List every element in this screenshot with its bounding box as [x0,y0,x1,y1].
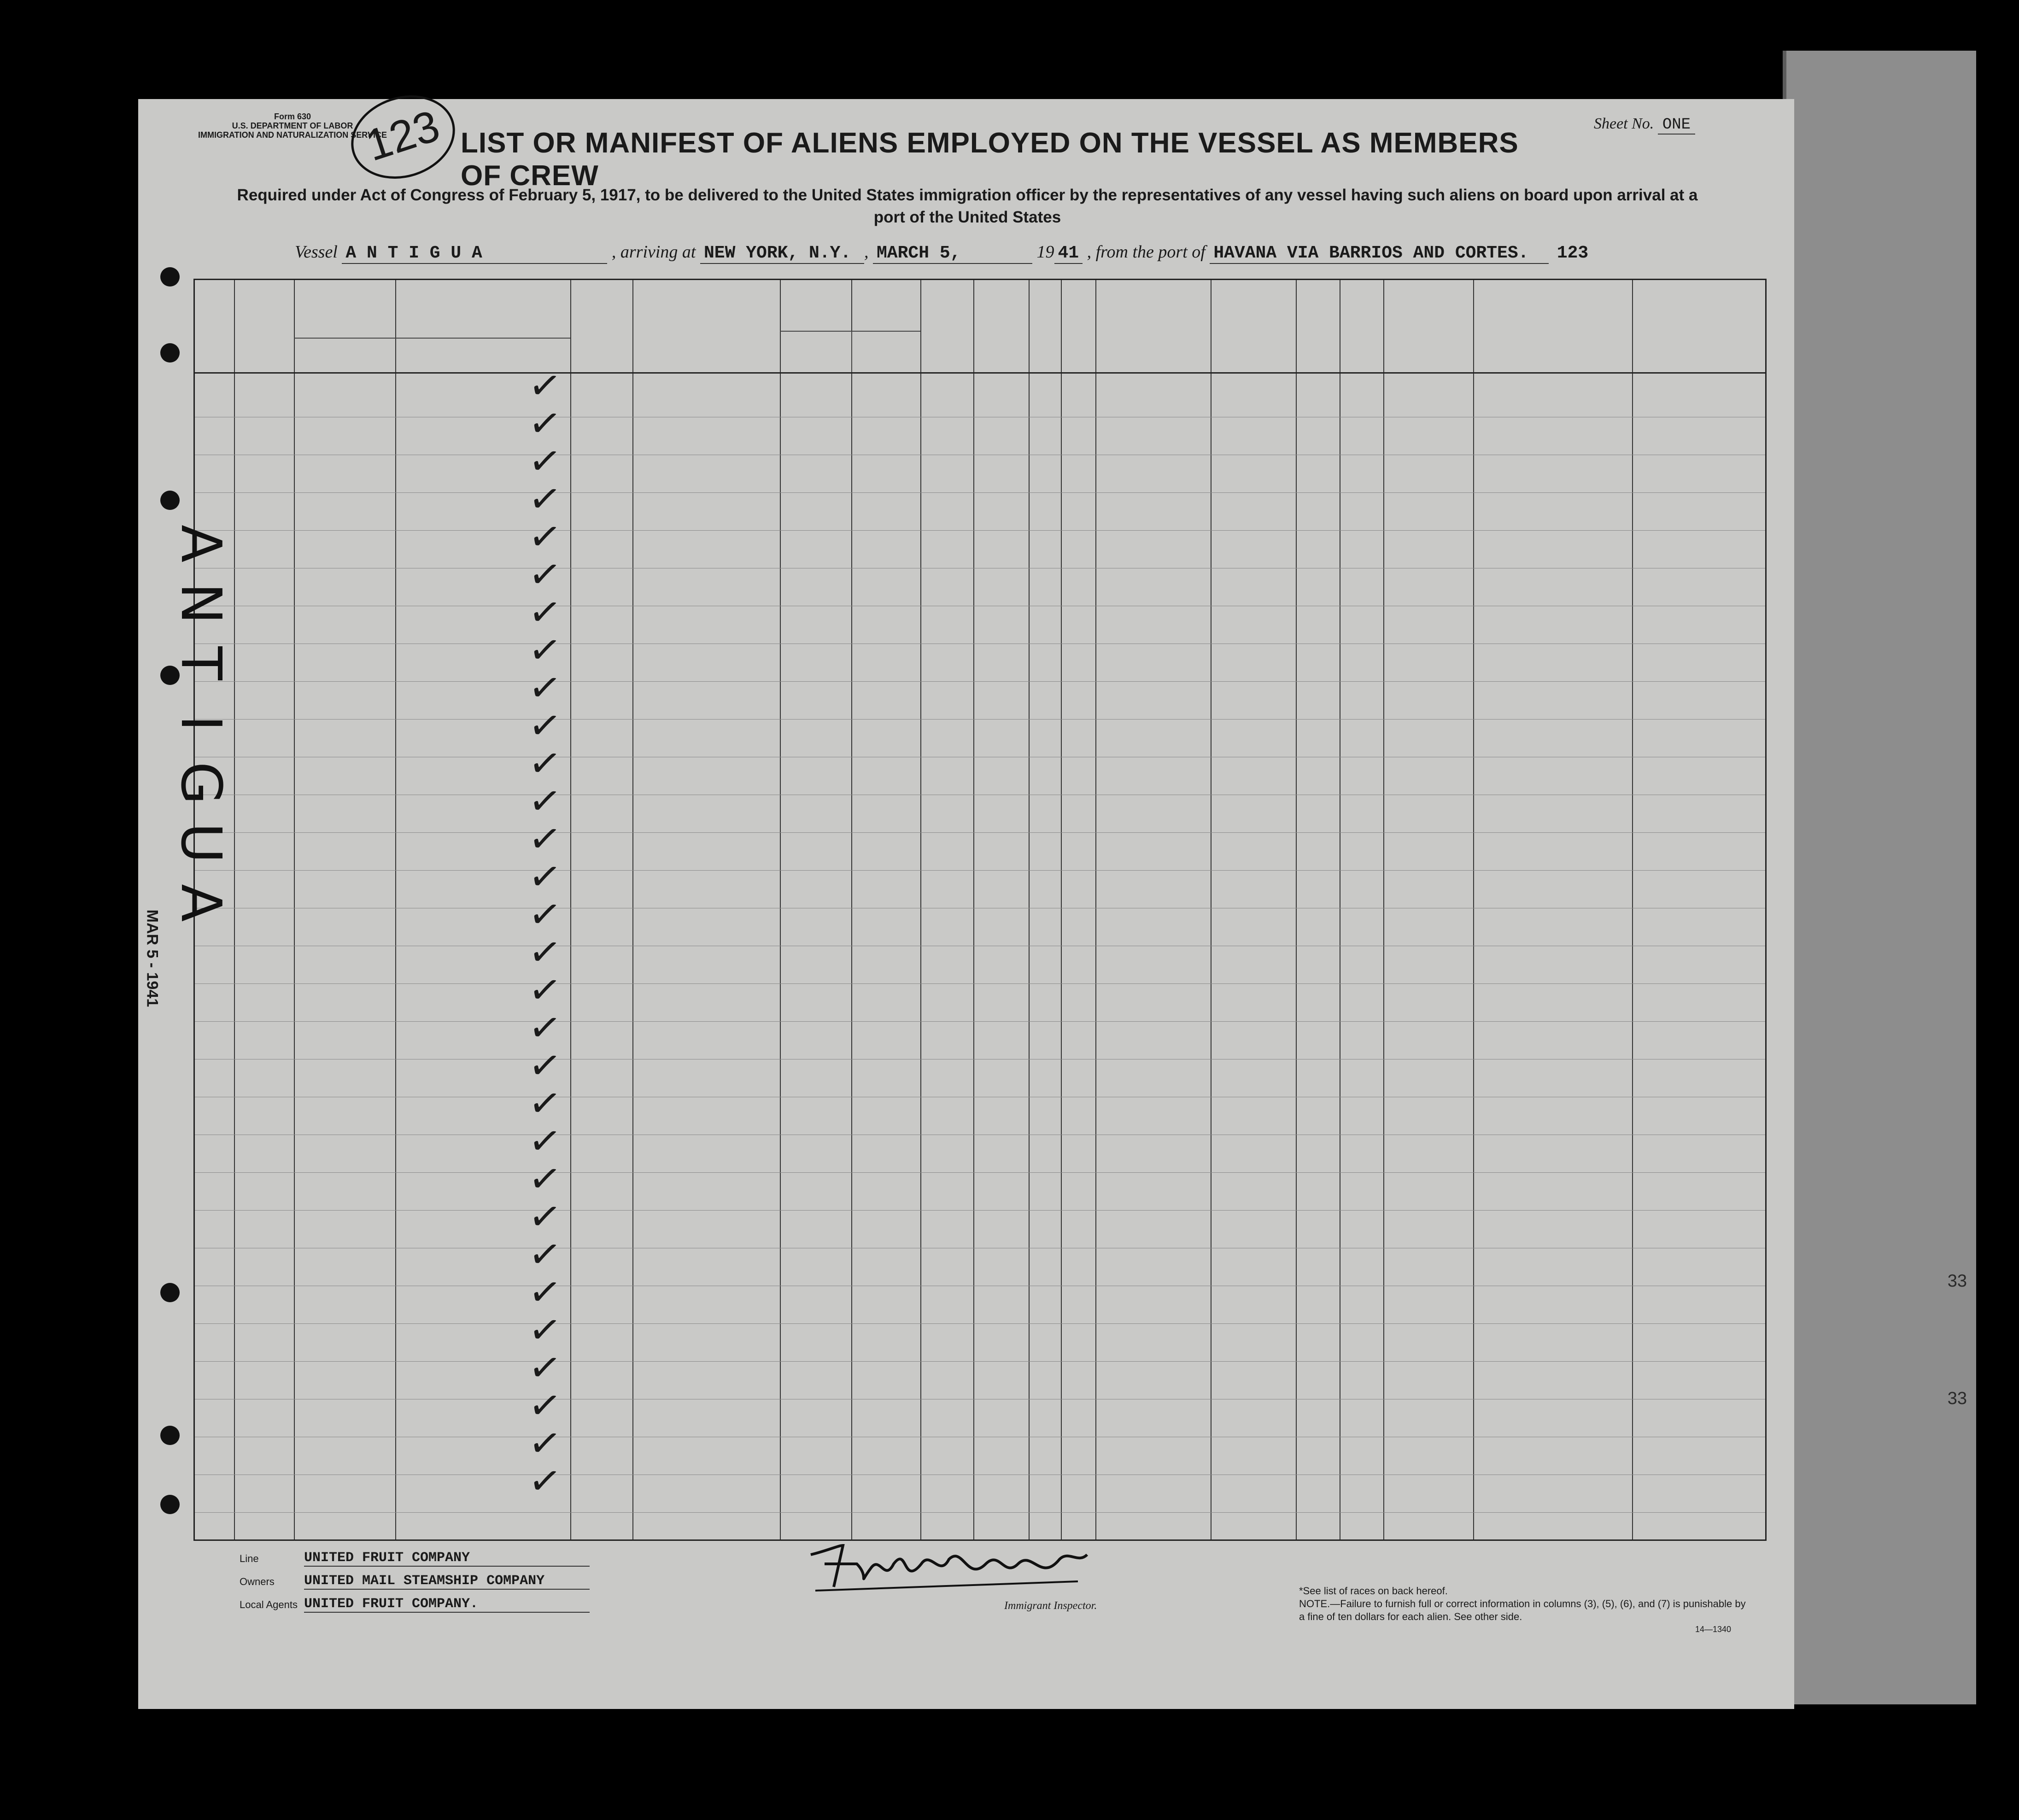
checkmark: ✓ [526,1381,564,1430]
handwritten-ship-name [134,514,253,947]
sheet-number [1594,115,1695,134]
column-rule [1029,280,1030,1539]
row-rule [195,1172,1765,1173]
checkmark: ✓ [526,474,564,524]
column-rule [395,280,396,1539]
column-rule [294,280,295,1539]
punch-hole [160,491,180,510]
row-rule [195,1512,1765,1513]
side-annotation [134,514,253,1007]
inspector-signature [802,1536,1096,1596]
column-rule [973,280,974,1539]
sheet-number-value: ONE [1658,116,1695,135]
vessel-name: A N T I G U A [342,243,607,264]
checkmark: ✓ [526,625,564,675]
column-rule [1296,280,1297,1539]
checkmark: ✓ [526,1154,564,1204]
column-rule [1061,280,1062,1539]
file-number-circle: 123 [340,82,466,192]
header-subrule-mid [851,331,852,372]
checkmark: ✓ [526,814,564,864]
ship-name-letter: A [169,884,233,922]
row-rule [195,719,1765,720]
line-label: Line [240,1553,259,1564]
footer-note: *See list of races on back hereof. NOTE.—Failure to furnish full or correct information in columns (3), (5), (6), and (7) is punishable by a fine of ten dollars for each alien. See other side. [1299,1585,1746,1622]
row-rule [195,983,1765,984]
checkmark: ✓ [526,587,564,637]
checkmark: ✓ [526,1418,564,1468]
checkmark: ✓ [526,398,564,448]
header-subrule [780,331,920,332]
from-label: , from the port of [1087,242,1206,262]
header-rule [195,372,1765,374]
row-rule [195,530,1765,531]
checkmark: ✓ [526,1078,564,1128]
checkmark: ✓ [526,663,564,713]
checkmark: ✓ [526,927,564,977]
column-rule [632,280,633,1539]
inspector-label: Immigrant Inspector. [1004,1600,1097,1612]
checkmark: ✓ [526,738,564,788]
departure-port: HAVANA VIA BARRIOS AND CORTES. [1210,243,1549,264]
row-rule [195,870,1765,871]
checkmark: ✓ [526,550,564,599]
checkmark: ✓ [526,776,564,826]
checkmark: ✓ [526,1456,564,1506]
ship-name-letter: G [169,761,233,805]
checkmark: ✓ [526,965,564,1015]
voyage-line: Vessel A N T I G U A , arriving at NEW YORK, N.Y. , MARCH 5, 19 41 , from the port of HAVANA VIA BARRIOS AND CORTES. 123 [295,242,1769,264]
header-subrule [294,338,570,339]
checkmark: ✓ [526,436,564,486]
column-rule [920,280,921,1539]
ship-name-letter: T [169,646,233,680]
checkmark: ✓ [526,1267,564,1317]
page-subtitle: Required under Act of Congress of February 5, 1917, to be delivered to the United States immigration officer by the representatives of any vessel having such aliens on board upon arrival at a port of the United States [237,186,1698,226]
row-rule [195,492,1765,493]
row-rule [195,832,1765,833]
column-rule [780,280,781,1539]
punch-hole [160,1283,180,1302]
ship-name-letter: U [169,823,233,863]
punch-hole [160,343,180,363]
checkmark: ✓ [526,1003,564,1053]
sheet-number-label: Sheet No. [1594,115,1654,132]
page-title: LIST OR MANIFEST OF ALIENS EMPLOYED ON THE VESSEL AS MEMBERS OF CREW [461,127,1519,192]
arrival-port: NEW YORK, N.Y. [700,243,864,264]
checkmark: ✓ [526,1305,564,1355]
line-value: UNITED FRUIT COMPANY [304,1550,590,1567]
checkmark: ✓ [526,1041,564,1090]
checkmark: ✓ [526,1343,564,1393]
column-rule [851,280,852,1539]
ship-name-letter: I [169,715,233,732]
agents-label: Local Agents [240,1599,298,1610]
form-number: 14—1340 [1695,1625,1732,1634]
row-rule [195,1361,1765,1362]
punch-hole [160,267,180,287]
ship-name-letter: A [169,524,233,563]
arrival-year: 41 [1054,243,1083,264]
checkmark: ✓ [526,1229,564,1279]
column-rule [1095,280,1096,1539]
checkmark: ✓ [526,512,564,562]
vessel-label: Vessel [295,242,338,262]
row-rule [195,1021,1765,1022]
row-rule [195,1323,1765,1324]
agents-value: UNITED FRUIT COMPANY. [304,1596,590,1613]
manifest-sheet [138,99,1794,1709]
underlying-sheet [1783,51,1976,1704]
year-prefix: 19 [1036,242,1054,262]
owners-label: Owners [240,1576,275,1587]
row-rule [195,681,1765,682]
back-sheet-number-b: 33 [1947,1389,1967,1408]
checkmark: ✓ [526,852,564,901]
date-stamp: MAR 5 - 1941 [143,909,161,1007]
margin-number: 123 [1557,243,1589,263]
column-rule [1383,280,1384,1539]
back-sheet-number-a: 33 [1947,1271,1967,1291]
owners-value: UNITED MAIL STEAMSHIP COMPANY [304,1573,590,1590]
checkmark: ✓ [526,361,564,410]
arriving-label: , arriving at [611,242,696,262]
column-rule [1473,280,1474,1539]
column-rule [1632,280,1633,1539]
ship-name-letter: N [169,583,233,624]
row-rule [195,1210,1765,1211]
punch-hole [160,1426,180,1445]
form-identifier: Form 630 U.S. DEPARTMENT OF LABOR IMMIGRATION AND NATURALIZATION SERVICE [198,112,387,140]
checkmark: ✓ [526,890,564,939]
checkmark: ✓ [526,1116,564,1166]
checkmark: ✓ [526,1192,564,1241]
punch-hole [160,1495,180,1514]
checkmark: ✓ [526,701,564,750]
arrival-date: MARCH 5, [873,243,1032,264]
crew-table [193,279,1767,1541]
column-rule [570,280,571,1539]
